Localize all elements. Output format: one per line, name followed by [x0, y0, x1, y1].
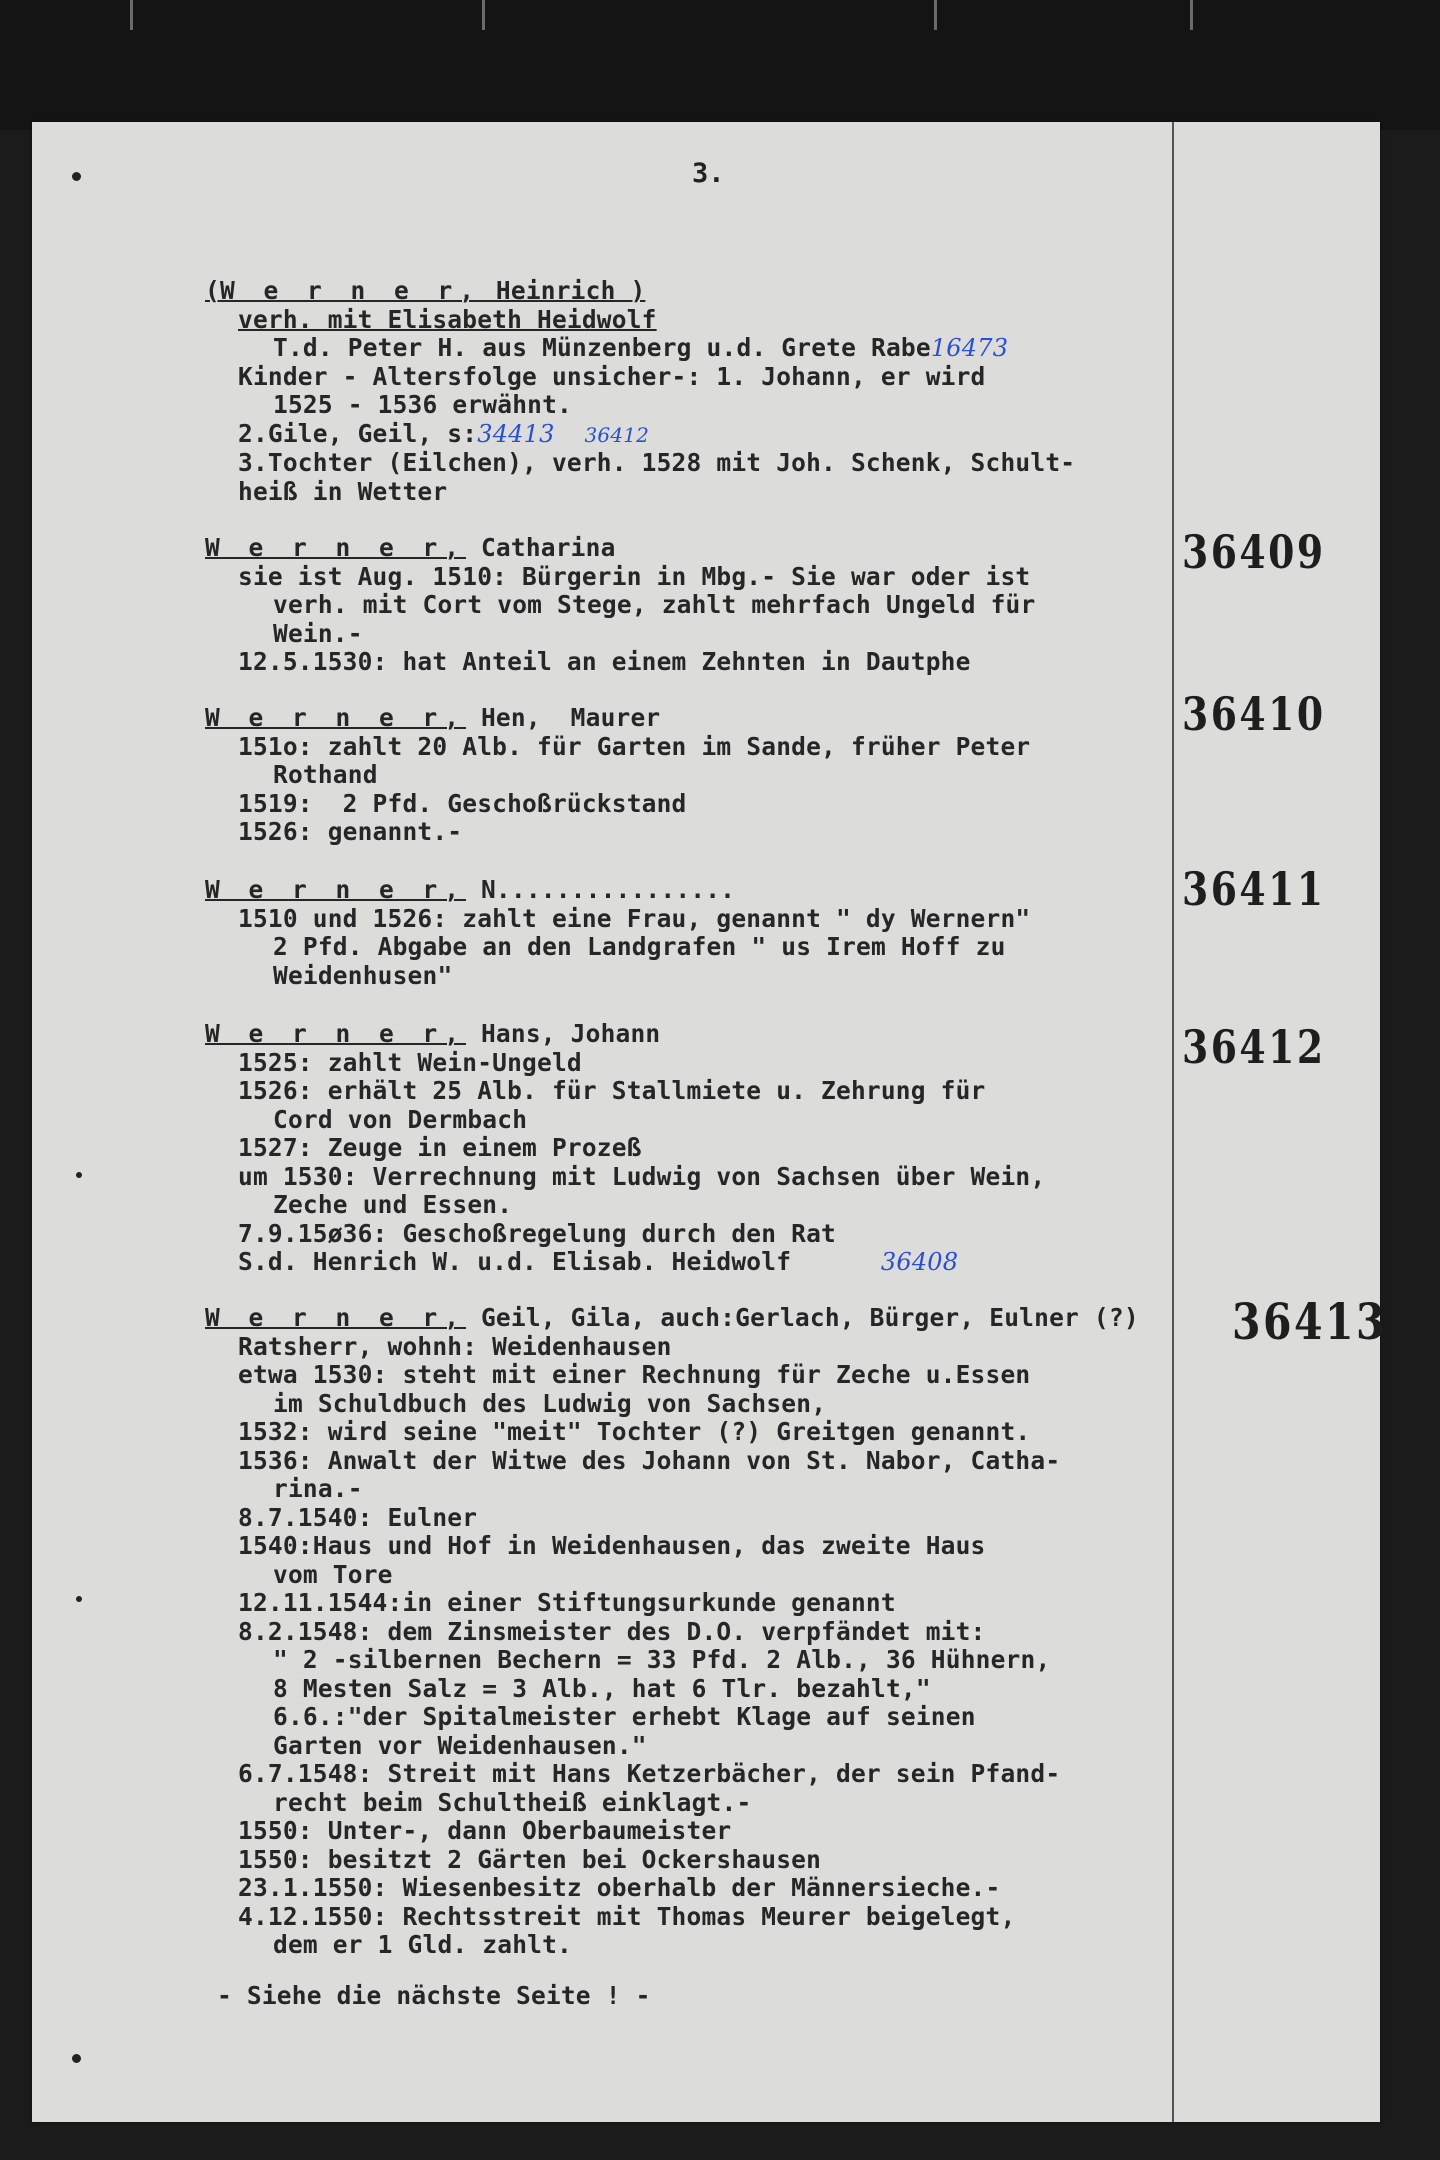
entry-line: Kinder - Altersfolge unsicher-: 1. Johann, er wird	[238, 361, 986, 391]
entry-line: 8.7.1540: Eulner	[238, 1502, 478, 1532]
entry-line: Zeche und Essen.	[273, 1190, 513, 1219]
entry-line: 3.Tochter (Eilchen), verh. 1528 mit Joh. Schenk, Schult-	[238, 448, 1076, 477]
entry-line: 1525 - 1536 erwähnt.	[273, 390, 573, 419]
entry-line: etwa 1530: steht mit einer Rechnung für Zeche u.Essen	[238, 1360, 1031, 1389]
entry-line: 2.Gile, Geil, s:34413 36412	[238, 418, 650, 448]
entry-line: rina.-	[273, 1474, 363, 1503]
entry-line: 1536: Anwalt der Witwe des Johann von St. Nabor, Catha-	[238, 1445, 1061, 1475]
entry-heading: W e r n e r, Catharina	[205, 533, 616, 562]
entry-line: 1550: besitzt 2 Gärten bei Ockershausen	[238, 1844, 822, 1874]
entry-hen	[205, 704, 1030, 847]
scanner-mark	[1190, 0, 1193, 30]
entry-number: 36412	[1182, 1020, 1326, 1074]
entry-line: 12.11.1544:in einer Stiftungsurkunde genannt	[238, 1588, 896, 1617]
entry-heading: W e r n e r, Hen, Maurer	[205, 703, 661, 732]
entry-line: 1540:Haus und Hof in Weidenhausen, das zweite Haus	[238, 1531, 986, 1560]
document-page	[32, 122, 1387, 2122]
entry-line: " 2 -silbernen Bechern = 33 Pfd. 2 Alb., 36 Hühnern,	[273, 1645, 1051, 1674]
handwritten-note: 16473	[930, 334, 1009, 362]
entry-line: 2 Pfd. Abgabe an den Landgrafen " us Irem Hoff zu	[273, 932, 1006, 961]
handwritten-note: 36412	[584, 422, 650, 447]
entry-heading: W e r n e r, Hans, Johann	[205, 1019, 661, 1048]
entry-line: verh. mit Cort vom Stege, zahlt mehrfach Ungeld für	[273, 590, 1036, 619]
entry-line: 1525: zahlt Wein-Ungeld	[238, 1047, 582, 1077]
entry-line: 1510 und 1526: zahlt eine Frau, genannt " dy Wernern"	[238, 903, 1031, 933]
entry-line: Wein.-	[273, 618, 363, 648]
entry-number: 36410	[1182, 687, 1326, 741]
entry-line: 4.12.1550: Rechtsstreit mit Thomas Meurer beigelegt,	[238, 1901, 1016, 1931]
entry-line: 12.5.1530: hat Anteil an einem Zehnten in Dautphe	[238, 647, 971, 676]
scanner-mark	[130, 0, 133, 30]
entry-line: 1526: erhält 25 Alb. für Stallmiete u. Zehrung für	[238, 1076, 986, 1105]
scanner-background	[0, 0, 1440, 130]
punch-hole	[72, 172, 81, 181]
entry-line: im Schuldbuch des Ludwig von Sachsen,	[273, 1388, 827, 1418]
entry-line: um 1530: Verrechnung mit Ludwig von Sachsen über Wein,	[238, 1161, 1046, 1191]
entry-line: verh. mit Elisabeth Heidwolf	[238, 304, 657, 334]
entry-heinrich	[205, 277, 1075, 506]
entry-line: vom Tore	[273, 1559, 393, 1589]
entry-line: S.d. Henrich W. u.d. Elisab. Heidwolf 36408	[238, 1247, 959, 1276]
page-number: 3.	[692, 158, 725, 189]
entry-heading: W e r n e r, N................	[205, 875, 736, 904]
entry-geil	[205, 1304, 1139, 1960]
handwritten-note: 36408	[880, 1248, 959, 1276]
entry-hans-johann	[205, 1020, 1045, 1277]
entry-line: 151o: zahlt 20 Alb. für Garten im Sande, früher Peter	[238, 731, 1031, 761]
punch-hole	[76, 1596, 82, 1602]
entry-line: dem er 1 Gld. zahlt.	[273, 1930, 573, 1959]
entry-number: 36409	[1182, 525, 1326, 579]
entry-line: 1527: Zeuge in einem Prozeß	[238, 1133, 642, 1162]
entry-line: heiß in Wetter	[238, 476, 448, 506]
entry-line: 1550: Unter-, dann Oberbaumeister	[238, 1816, 732, 1845]
entry-line: 1519: 2 Pfd. Geschoßrückstand	[238, 788, 687, 818]
entry-line: 1526: genannt.-	[238, 817, 463, 846]
entry-line: 23.1.1550: Wiesenbesitz oberhalb der Männersieche.-	[238, 1873, 1001, 1902]
entry-number: 36413	[1232, 1292, 1387, 1351]
handwritten-note: 34413	[477, 419, 555, 448]
entry-line: 8 Mesten Salz = 3 Alb., hat 6 Tlr. bezahlt,"	[273, 1673, 931, 1703]
entry-line: 7.9.15ø36: Geschoßregelung durch den Rat	[238, 1218, 837, 1248]
entry-line: Weidenhusen"	[273, 960, 453, 990]
entry-line: T.d. Peter H. aus Münzenberg u.d. Grete Rabe16473	[273, 333, 1009, 362]
entry-heading: (W e r n e r, Heinrich )	[205, 276, 646, 305]
entry-line: sie ist Aug. 1510: Bürgerin in Mbg.- Sie war oder ist	[238, 561, 1031, 591]
continuation-note: - Siehe die nächste Seite ! -	[217, 1981, 651, 2010]
entry-number: 36411	[1182, 862, 1326, 916]
entry-line: Garten vor Weidenhausen."	[273, 1730, 647, 1760]
entry-n	[205, 876, 1030, 990]
entry-line: 6.6.:"der Spitalmeister erhebt Klage auf seinen	[273, 1702, 976, 1731]
entry-line: Rothand	[273, 760, 378, 789]
entry-line: recht beim Schultheiß einklagt.-	[273, 1787, 752, 1817]
entry-line: 8.2.1548: dem Zinsmeister des D.O. verpfändet mit:	[238, 1616, 986, 1646]
entry-line: Ratsherr, wohnh: Weidenhausen	[238, 1331, 672, 1361]
entry-line: 1532: wird seine "meit" Tochter (?) Greitgen genannt.	[238, 1417, 1031, 1446]
scanner-mark	[482, 0, 485, 30]
margin-rule	[1172, 122, 1174, 2122]
punch-hole	[72, 2054, 81, 2063]
punch-hole	[76, 1172, 82, 1178]
entry-heading: W e r n e r, Geil, Gila, auch:Gerlach, Bürger, Eulner (?)	[205, 1303, 1139, 1332]
entry-line: Cord von Dermbach	[273, 1104, 528, 1134]
scanner-mark	[934, 0, 937, 30]
entry-line: 6.7.1548: Streit mit Hans Ketzerbächer, der sein Pfand-	[238, 1759, 1061, 1788]
entry-catharina	[205, 534, 1035, 677]
